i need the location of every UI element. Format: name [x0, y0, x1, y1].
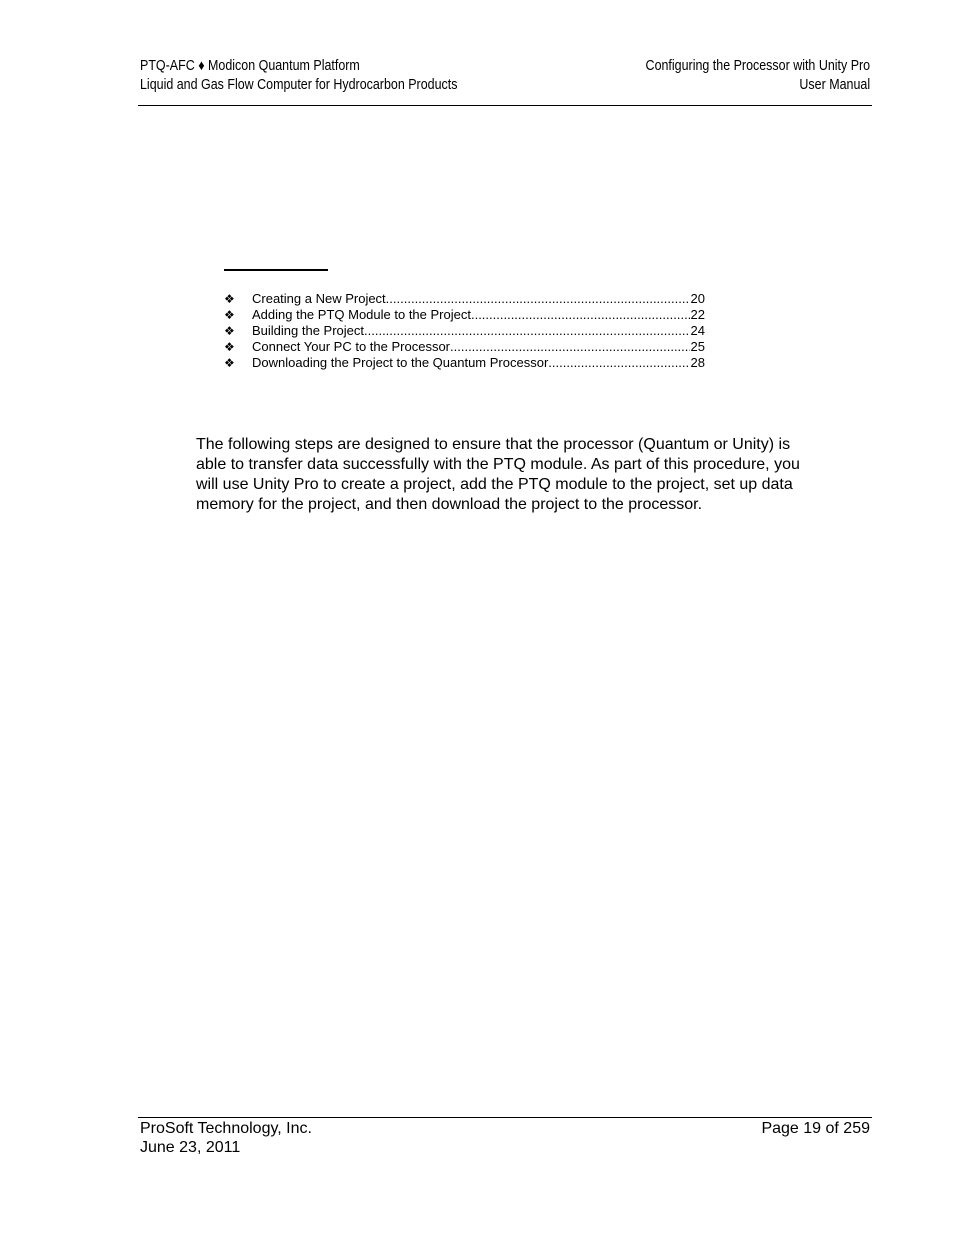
toc-item-page: 28: [690, 355, 705, 370]
diamond-bullet-icon: ❖: [224, 340, 235, 354]
toc-item-page: 24: [690, 323, 705, 338]
diamond-bullet-icon: ❖: [224, 308, 235, 322]
toc-item[interactable]: [224, 355, 705, 371]
page-number: Page 19 of 259: [761, 1120, 870, 1137]
toc-leader-dots: [548, 355, 689, 371]
toc-item-label: Downloading the Project to the Quantum Processor: [252, 355, 549, 370]
toc-item-label: Adding the PTQ Module to the Project: [252, 307, 471, 322]
toc-heading-bar: [224, 269, 328, 271]
toc-item[interactable]: [224, 339, 705, 355]
toc-item-label: Creating a New Project: [252, 291, 386, 306]
footer-left: [140, 1119, 312, 1157]
footer-date: June 23, 2011: [140, 1139, 241, 1156]
diamond-bullet-icon: ❖: [224, 356, 235, 370]
toc-item-page: 25: [690, 339, 705, 354]
toc-item-label: Connect Your PC to the Processor: [252, 339, 451, 354]
toc-leader-dots: [471, 307, 690, 323]
header-divider: [138, 105, 872, 106]
toc-item-page: 20: [690, 291, 705, 306]
header-product-subtitle: Liquid and Gas Flow Computer for Hydrocarbon Products: [140, 77, 458, 93]
header-document-type: User Manual: [799, 77, 870, 93]
footer-right: [761, 1119, 870, 1138]
header-left: [140, 57, 457, 95]
toc-leader-dots: [450, 339, 690, 355]
toc-item[interactable]: [224, 323, 705, 339]
footer-divider: [138, 1117, 872, 1118]
footer-company: ProSoft Technology, Inc.: [140, 1120, 312, 1137]
toc-leader-dots: [364, 323, 690, 339]
toc-item-label: Building the Project: [252, 323, 365, 338]
toc-item[interactable]: [224, 291, 705, 307]
header-right: [645, 57, 870, 95]
diamond-bullet-icon: ❖: [224, 292, 235, 306]
table-of-contents: [224, 291, 705, 371]
toc-leader-dots: [386, 291, 690, 307]
header-chapter-title: Configuring the Processor with Unity Pro: [645, 58, 870, 74]
toc-item[interactable]: [224, 307, 705, 323]
intro-paragraph: The following steps are designed to ensure that the processor (Quantum or Unity) is able to transfer data successfully with the PTQ module. As part of this procedure, you will use Unity Pro to create a project, add the PTQ module to the project, set up data memory for the project, and then download the project to the processor.: [196, 436, 800, 513]
toc-item-page: 22: [690, 307, 705, 322]
diamond-bullet-icon: ❖: [224, 324, 235, 338]
header-product-title: PTQ-AFC ♦ Modicon Quantum Platform: [140, 58, 360, 74]
